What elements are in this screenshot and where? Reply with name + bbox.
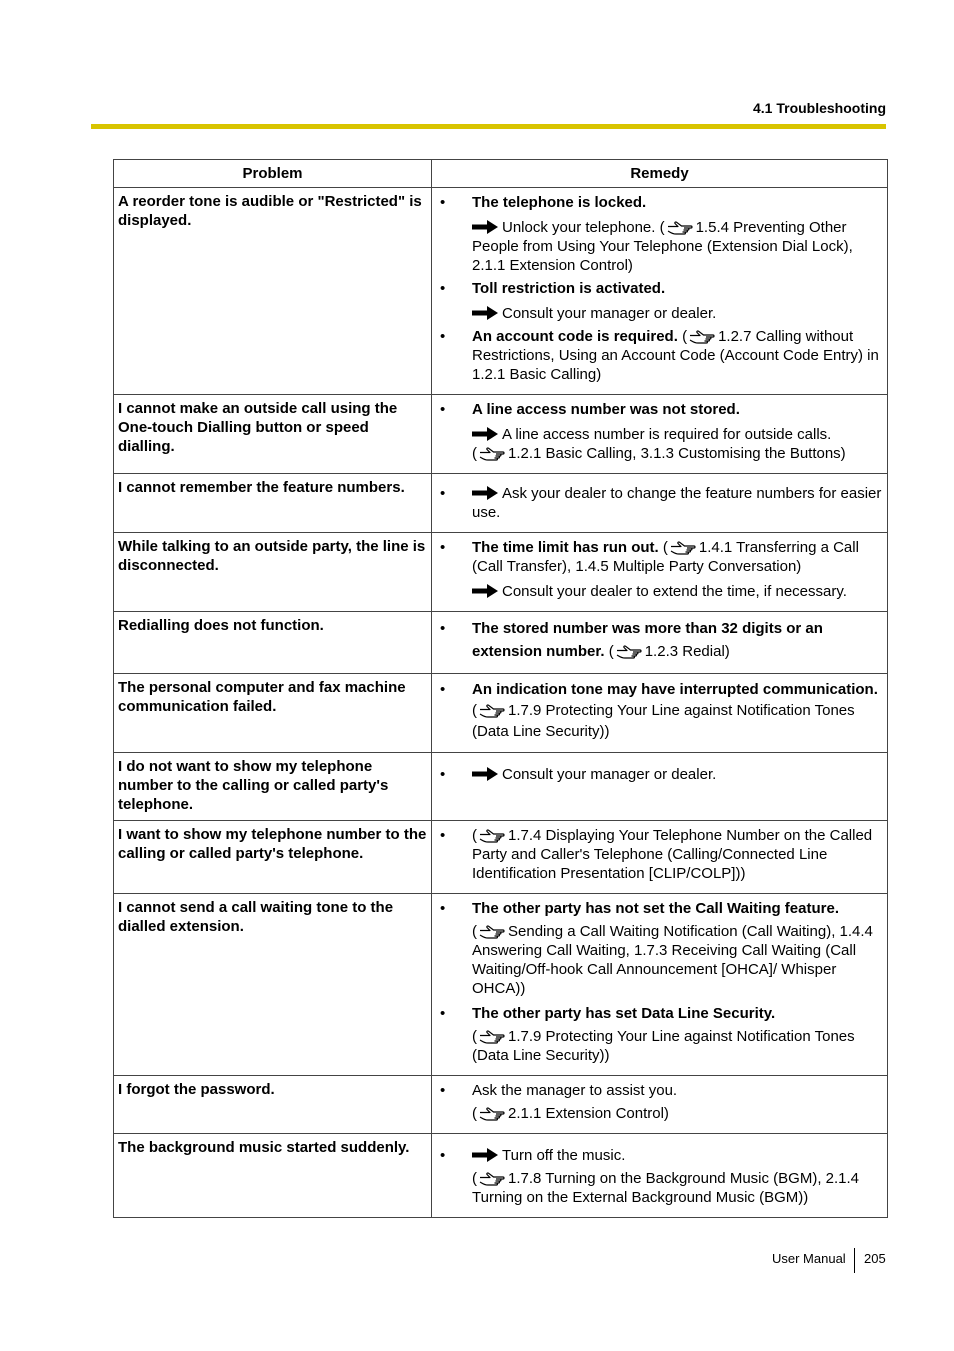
remedy-reference: 1.4.1 Transferring a Call (Call Transfer), 1.4.5 Multiple Party Conversation): [472, 539, 859, 575]
remedy-cell: [432, 821, 888, 894]
problem-cell: I cannot send a call waiting tone to the dialled extension.: [114, 894, 432, 1076]
bullet: •: [440, 766, 446, 783]
remedy-cell: [432, 533, 888, 612]
reference-open: (: [472, 1170, 477, 1187]
bullet: •: [440, 827, 446, 844]
problem-cell: I cannot remember the feature numbers.: [114, 474, 432, 533]
problem-cell: I forgot the password.: [114, 1076, 432, 1134]
problem-cell: Redialling does not function.: [114, 612, 432, 674]
table-row: [114, 612, 888, 674]
pointing-hand-icon: [479, 447, 505, 461]
table-row: [114, 821, 888, 894]
bullet: •: [440, 194, 446, 211]
bullet: •: [440, 485, 446, 502]
pointing-hand-icon: [689, 330, 715, 344]
problem-cell: The personal computer and fax machine communication failed.: [114, 674, 432, 753]
page-number: 205: [864, 1251, 886, 1266]
reference-open: (: [472, 445, 477, 462]
remedy-reference: 2.1.1 Extension Control): [508, 1105, 669, 1122]
pointing-hand-icon: [670, 541, 696, 555]
remedy-reference: 1.2.7 Calling without Restrictions, Using an Account Code (Account Code Entry) in 1.2.1 Basic Calling): [472, 328, 879, 383]
remedy-cause: A line access number was not stored.: [472, 401, 740, 418]
remedy-cell: [432, 395, 888, 474]
remedy-cause: The telephone is locked.: [472, 194, 647, 211]
remedy-cause: An account code is required.: [472, 328, 678, 345]
remedy-reference: 1.5.4 Preventing Other People from Using Your Telephone (Extension Dial Lock), 2.1.1 Extension Control): [472, 219, 853, 274]
problem-cell: I do not want to show my telephone number to the calling or called party's telephone.: [114, 753, 432, 821]
header-rule: [91, 124, 886, 129]
remedy-cause: The other party has not set the Call Waiting feature.: [472, 900, 839, 917]
table-row: [114, 395, 888, 474]
problem-cell: I cannot make an outside call using the One-touch Dialling button or speed dialling.: [114, 395, 432, 474]
reference-open: (: [472, 1028, 477, 1045]
table-row: [114, 894, 888, 1076]
remedy-reference: 1.2.1 Basic Calling, 3.1.3 Customising the Buttons): [508, 445, 846, 462]
problem-cell: While talking to an outside party, the line is disconnected.: [114, 533, 432, 612]
remedy-cell: [432, 894, 888, 1076]
remedy-cause: Toll restriction is activated.: [472, 280, 666, 297]
remedy-cell: [432, 753, 888, 821]
remedy-action: Ask the manager to assist you.: [472, 1082, 678, 1099]
remedy-action: Turn off the music.: [502, 1147, 626, 1164]
remedy-cell: [432, 188, 888, 395]
problem-cell: I want to show my telephone number to the calling or called party's telephone.: [114, 821, 432, 894]
table-row: [114, 753, 888, 821]
remedy-reference: 1.7.4 Displaying Your Telephone Number on the Called Party and Caller's Telephone (Calling/Connected Line Identification Presentation [CLIP/COLP])): [472, 827, 873, 882]
remedy-action: A line access number is required for outside calls.: [502, 426, 832, 443]
reference-open: (: [608, 643, 614, 660]
pointing-hand-icon: [479, 1030, 505, 1044]
remedy-action: Consult your manager or dealer.: [502, 305, 717, 322]
bullet: •: [440, 900, 446, 917]
pointing-hand-icon: [479, 1107, 505, 1121]
remedy-reference: 1.2.3 Redial): [644, 643, 730, 660]
problem-cell: The background music started suddenly.: [114, 1134, 432, 1218]
pointing-hand-icon: [616, 645, 642, 659]
table-row: [114, 1134, 888, 1218]
bullet: •: [440, 280, 446, 297]
right-arrow-icon: [472, 427, 498, 441]
reference-open: (: [472, 702, 477, 719]
remedy-cell: [432, 1134, 888, 1218]
problem-cell: A reorder tone is audible or "Restricted" is displayed.: [114, 188, 432, 395]
remedy-cell: [432, 612, 888, 674]
table-row: [114, 533, 888, 612]
column-header-remedy: Remedy: [432, 160, 888, 188]
remedy-action: Consult your manager or dealer.: [502, 766, 717, 783]
remedy-cell: [432, 674, 888, 753]
bullet: •: [440, 620, 446, 637]
remedy-cause: An indication tone may have interrupted communication.: [472, 681, 878, 698]
troubleshooting-table: [113, 159, 888, 1218]
remedy-cause: The other party has set Data Line Security.: [472, 1005, 776, 1022]
remedy-cell: [432, 474, 888, 533]
right-arrow-icon: [472, 486, 498, 500]
bullet: •: [440, 328, 446, 345]
footer-divider: [854, 1248, 855, 1273]
table-row: [114, 188, 888, 395]
pointing-hand-icon: [479, 829, 505, 843]
remedy-cell: [432, 1076, 888, 1134]
bullet: •: [440, 1147, 446, 1164]
remedy-action: Consult your dealer to extend the time, if necessary.: [502, 583, 847, 600]
pointing-hand-icon: [667, 221, 693, 235]
reference-open: (: [472, 827, 477, 844]
bullet: •: [440, 539, 446, 556]
bullet: •: [440, 681, 446, 698]
remedy-reference: 1.7.9 Protecting Your Line against Notification Tones (Data Line Security)): [472, 702, 855, 740]
remedy-reference: Sending a Call Waiting Notification (Call Waiting), 1.4.4 Answering Call Waiting, 1.7.3 Receiving Call Waiting (Call Waiting/Off-hook Call Announcement [OHCA]/ Whisper OHCA)): [472, 923, 873, 997]
remedy-reference: 1.7.8 Turning on the Background Music (BGM), 2.1.4 Turning on the External Background Music (BGM)): [472, 1170, 860, 1206]
table-row: [114, 1076, 888, 1134]
pointing-hand-icon: [479, 925, 505, 939]
right-arrow-icon: [472, 306, 498, 320]
right-arrow-icon: [472, 220, 498, 234]
remedy-reference: 1.7.9 Protecting Your Line against Notification Tones (Data Line Security)): [472, 1028, 855, 1064]
right-arrow-icon: [472, 767, 498, 781]
bullet: •: [440, 401, 446, 418]
pointing-hand-icon: [479, 1172, 505, 1186]
pointing-hand-icon: [479, 704, 505, 718]
right-arrow-icon: [472, 584, 498, 598]
bullet: •: [440, 1005, 446, 1022]
table-row: [114, 674, 888, 753]
column-header-problem: Problem: [114, 160, 432, 188]
right-arrow-icon: [472, 1148, 498, 1162]
table-row: [114, 474, 888, 533]
reference-open: (: [662, 539, 668, 556]
bullet: •: [440, 1082, 446, 1099]
reference-open: (: [682, 328, 688, 345]
footer-label: User Manual: [772, 1251, 846, 1266]
remedy-cause: The stored number was more than 32 digits or an extension number.: [472, 620, 823, 660]
remedy-action: Ask your dealer to change the feature numbers for easier use.: [472, 485, 882, 521]
section-title: 4.1 Troubleshooting: [752, 100, 886, 116]
table-header-row: [114, 160, 888, 188]
remedy-action: Unlock your telephone. (: [502, 219, 665, 236]
remedy-cause: The time limit has run out.: [472, 539, 659, 556]
reference-open: (: [472, 1105, 477, 1122]
reference-open: (: [472, 923, 477, 940]
